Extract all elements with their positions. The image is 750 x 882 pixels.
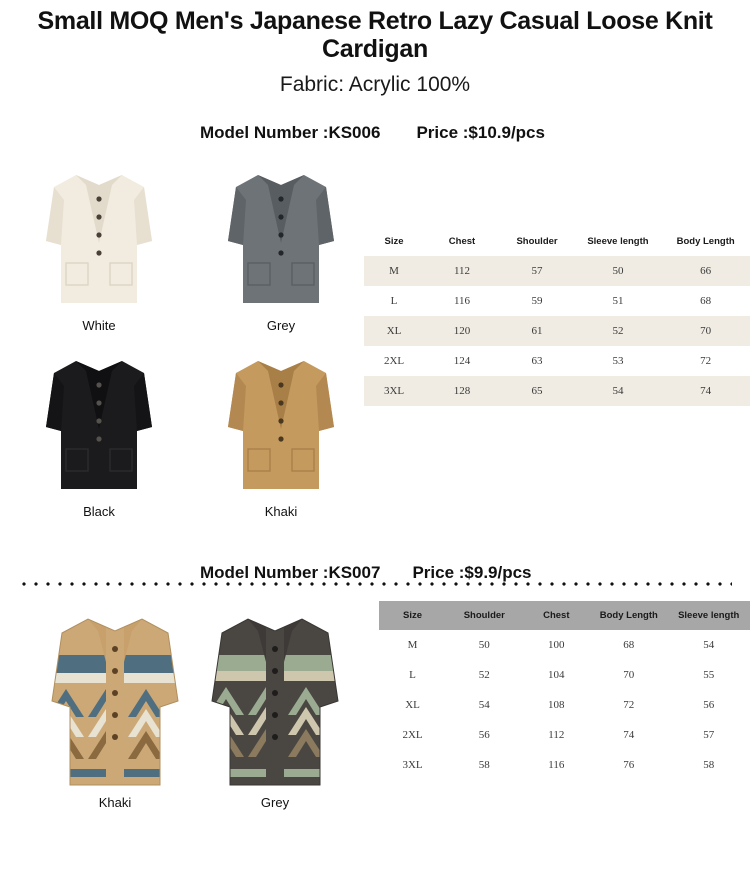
table-row [379,720,750,750]
product-image-khaki-patterned [40,597,190,792]
product-color-label: White [82,318,116,333]
cell-shoulder: 52 [478,669,490,681]
cell-size: 3XL [402,759,423,771]
cell-size: 3XL [383,385,405,397]
section1-header [0,123,750,143]
product-card-black[interactable] [44,341,154,519]
cell-size: M [407,639,418,651]
product-image-grey [216,155,346,315]
cell-body-length: 72 [700,355,712,367]
cell-size: M [389,265,399,277]
section2-header [0,563,750,583]
table-header-row [379,601,750,630]
cell-body-length: 76 [623,759,635,771]
column-header: Chest [448,236,476,247]
product-color-label: Black [83,504,115,519]
section1-price: Price :$10.9/pcs [416,123,545,142]
product-color-label: Khaki [264,504,298,519]
table-row [379,660,750,690]
table-row [364,376,750,406]
product-card-khaki-patterned[interactable] [40,597,190,810]
section1-model-number: Model Number :KS006 [200,123,381,142]
section2-model-number: Model Number :KS007 [200,563,381,582]
size-table-ks007 [379,601,750,780]
table-row [364,286,750,316]
product-color-label: Khaki [98,795,132,810]
cell-shoulder: 58 [478,759,490,771]
table-header-row [364,227,750,256]
cell-sleeve-length: 58 [703,759,715,771]
column-header: Size [379,601,446,630]
section2-product-grid [0,597,379,810]
section2-size-table-wrap [379,597,750,810]
product-image-khaki [216,341,346,501]
fabric-subtitle: Fabric: Acrylic 100% [279,73,471,96]
cell-body-length: 70 [623,669,635,681]
cell-size: XL [405,699,420,711]
product-image-white [34,155,164,315]
section1-size-table-wrap [356,155,750,519]
cell-sleeve-length: 54 [703,639,715,651]
cell-shoulder: 56 [478,729,490,741]
cell-shoulder: 59 [531,295,543,307]
cell-body-length: 70 [700,325,712,337]
cell-size: 2XL [383,355,405,367]
cell-shoulder: 65 [531,385,543,397]
cell-sleeve-length: 56 [703,699,715,711]
cell-chest: 108 [548,699,565,711]
product-card-white[interactable] [44,155,154,333]
product-color-label: Grey [260,795,290,810]
column-header: Body Length [676,236,735,247]
cell-body-length: 68 [623,639,635,651]
table-row [364,316,750,346]
cell-body-length: 66 [700,265,712,277]
cell-body-length: 74 [700,385,712,397]
cell-sleeve-length: 55 [703,669,715,681]
table-row [379,750,750,780]
cell-size: L [390,295,398,307]
cell-sleeve-length: 57 [703,729,715,741]
product-image-black [34,341,164,501]
cell-chest: 100 [548,639,565,651]
table-row [364,256,750,286]
product-card-grey[interactable] [226,155,336,333]
column-header: Shoulder [446,601,522,630]
cell-shoulder: 61 [531,325,543,337]
size-table-ks006 [364,227,750,406]
product-image-grey-patterned [200,597,350,792]
section1-product-grid [0,155,356,519]
cell-body-length: 68 [700,295,712,307]
cell-body-length: 72 [623,699,635,711]
column-header: Chest [522,601,590,630]
table-row [379,690,750,720]
product-color-label: Grey [266,318,296,333]
cell-chest: 124 [453,355,471,367]
column-header: Body Length [590,601,667,630]
cell-chest: 112 [548,729,565,741]
column-header: Sleeve length [587,236,649,247]
section-divider [18,582,732,586]
cell-chest: 116 [453,295,471,307]
cell-chest: 128 [453,385,471,397]
product-spec-page [0,8,750,882]
column-header: Shoulder [516,236,558,247]
cell-sleeve-length: 53 [612,355,624,367]
page-title: Small MOQ Men's Japanese Retro Lazy Casual Loose Knit Cardigan [37,7,713,63]
column-header: Sleeve length [667,601,750,630]
cell-body-length: 74 [623,729,635,741]
cell-shoulder: 57 [531,265,543,277]
cell-sleeve-length: 52 [612,325,624,337]
cell-size: 2XL [402,729,423,741]
cell-size: L [409,669,416,681]
cell-sleeve-length: 54 [612,385,624,397]
cell-sleeve-length: 50 [612,265,624,277]
cell-chest: 120 [453,325,471,337]
cell-chest: 104 [548,669,565,681]
table-row [364,346,750,376]
cell-shoulder: 63 [531,355,543,367]
cell-size: XL [386,325,402,337]
product-card-grey-patterned[interactable] [200,597,350,810]
cell-chest: 116 [548,759,565,771]
column-header: Size [384,236,404,247]
cell-shoulder: 50 [478,639,490,651]
cell-chest: 112 [453,265,471,277]
table-row [379,630,750,660]
section2-price: Price :$9.9/pcs [412,563,532,582]
product-card-khaki[interactable] [226,341,336,519]
cell-sleeve-length: 51 [612,295,624,307]
cell-shoulder: 54 [478,699,490,711]
